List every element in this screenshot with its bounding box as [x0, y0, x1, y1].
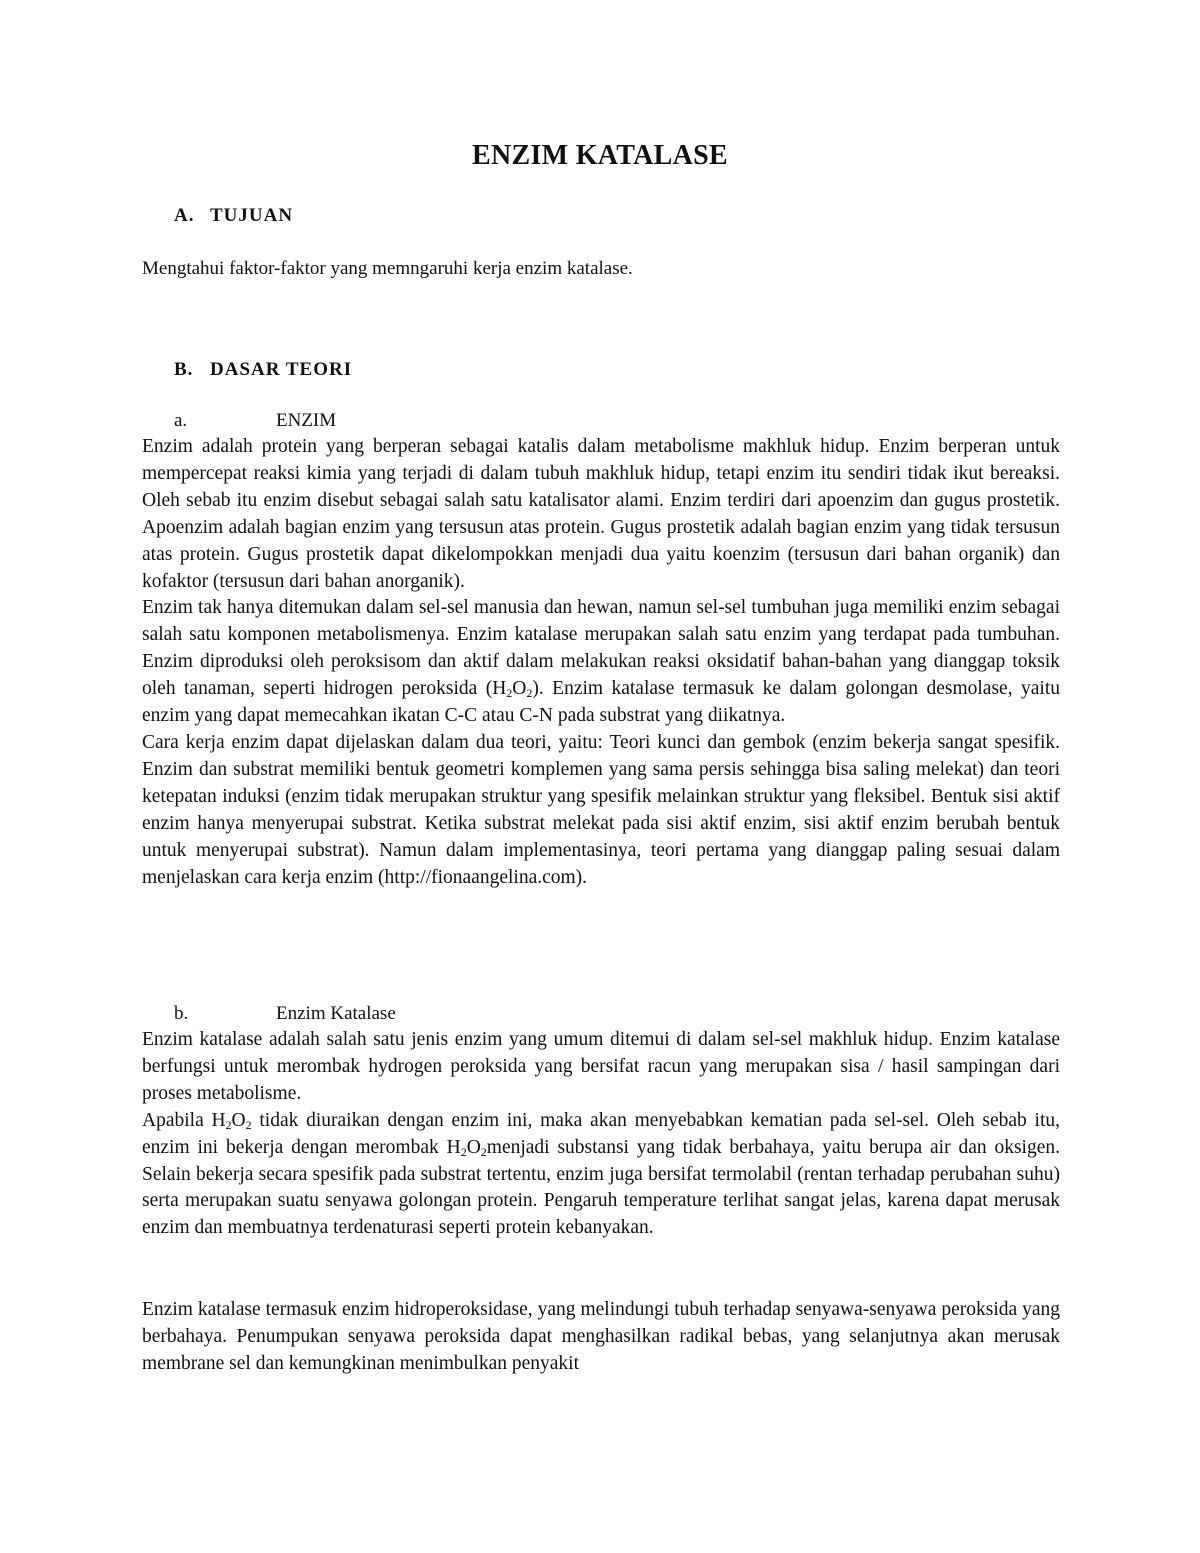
section-b-title: DASAR TEORI — [210, 359, 353, 380]
paragraph: Enzim tak hanya ditemukan dalam sel-sel manusia dan hewan, namun sel-sel tumbuhan juga memiliki enzim sebagai salah satu komponen metabolismenya. Enzim katalase merupakan salah satu enzim yang terdapat pada tumbuhan. Enzim diproduksi oleh peroksisom dan aktif dalam melakukan reaksi oksidatif bahan-bahan yang dianggap toksik oleh tanaman, seperti hidrogen peroksida $(H_2O_2)$. Enzim katalase termasuk ke dalam golongan desmolase, yaitu enzim yang dapat memecahkan ikatan C-C atau C-N pada substrat yang diikatnya. — [142, 597, 1060, 727]
subsection-b-number: b. — [174, 1003, 189, 1024]
subsection-b-body-continued — [142, 1297, 1060, 1378]
paragraph: Enzim katalase adalah salah satu jenis enzim yang umum ditemui di dalam sel-sel makhluk hidup. Enzim katalase berfungsi untuk merombak hydrogen peroksida yang bersifat racun yang merupakan sisa / hasil sampingan dari proses metabolisme. — [142, 1029, 1060, 1104]
paragraph: Apabila $H_2O_2$ tidak diuraikan dengan enzim ini, maka akan menyebabkan kematian pada sel-sel. Oleh sebab itu, enzim ini bekerja dengan merombak $H_2O_2menjadi$ substansi yang tidak berbahaya, yaitu berupa air dan oksigen. Selain bekerja secara spesifik pada substrat tertentu, enzim juga bersifat termolabil (rentan terhadap perubahan suhu) serta merupakan suatu senyawa golongan protein. Pengaruh temperature terlihat sangat jelas, karena dapat merusak enzim dan membuatnya terdenaturasi seperti protein kebanyakan. — [142, 1109, 1061, 1239]
section-b-number: B. — [174, 359, 194, 380]
section-a-heading — [174, 205, 293, 227]
subsection-a-body — [142, 434, 1060, 891]
subsection-a-heading — [174, 410, 336, 432]
paragraph: Cara kerja enzim dapat dijelaskan dalam dua teori, yaitu: Teori kunci dan gembok (enzim bekerja sangat spesifik. Enzim dan substrat memiliki bentuk geometri komplemen yang sama persis sehingga bisa saling melekat) dan teori ketepatan induksi (enzim tidak merupakan struktur yang spesifik melainkan struktur yang fleksibel. Bentuk sisi aktif enzim hanya menyerupai substrat. Ketika substrat melekat pada sisi aktif enzim, sisi aktif enzim berubah bentuk untuk menyerupai substrat). Namun dalam implementasinya, teori pertama yang dianggap paling sesuai dalam menjelaskan cara kerja enzim (http://fionaangelina.com). — [142, 731, 1060, 888]
section-b-heading — [174, 359, 352, 381]
paragraph: Enzim katalase termasuk enzim hidroperoksidase, yang melindungi tubuh terhadap senyawa-senyawa peroksida yang berbahaya. Penumpukan senyawa peroksida dapat menghasilkan radikal bebas, yang selanjutnya akan merusak membrane sel dan kemungkinan menimbulkan penyakit — [142, 1299, 1060, 1374]
subsection-a-title: ENZIM — [276, 410, 337, 431]
subsection-b-body — [142, 1027, 1060, 1242]
section-a-number: A. — [174, 205, 195, 226]
subsection-a-number: a. — [174, 410, 188, 431]
section-a-title: TUJUAN — [210, 205, 294, 226]
section-a-text: Mengtahui faktor-faktor yang memngaruhi kerja enzim katalase. — [142, 258, 633, 279]
paragraph: Enzim adalah protein yang berperan sebagai katalis dalam metabolisme makhluk hidup. Enzim berperan untuk mempercepat reaksi kimia yang terjadi di dalam tubuh makhluk hidup, tetapi enzim itu sendiri tidak ikut bereaksi. Oleh sebab itu enzim disebut sebagai salah satu katalisator alami. Enzim terdiri dari apoenzim dan gugus prostetik. Apoenzim adalah bagian enzim yang tersusun atas protein. Gugus prostetik adalah bagian enzim yang tidak tersusun atas protein. Gugus prostetik dapat dikelompokkan menjadi dua yaitu koenzim (tersusun dari bahan organik) dan kofaktor (tersusun dari bahan anorganik). — [142, 436, 1060, 592]
subsection-b-heading — [174, 1003, 396, 1025]
subsection-b-title: Enzim Katalase — [276, 1003, 396, 1024]
document-title: ENZIM KATALASE — [472, 140, 728, 171]
